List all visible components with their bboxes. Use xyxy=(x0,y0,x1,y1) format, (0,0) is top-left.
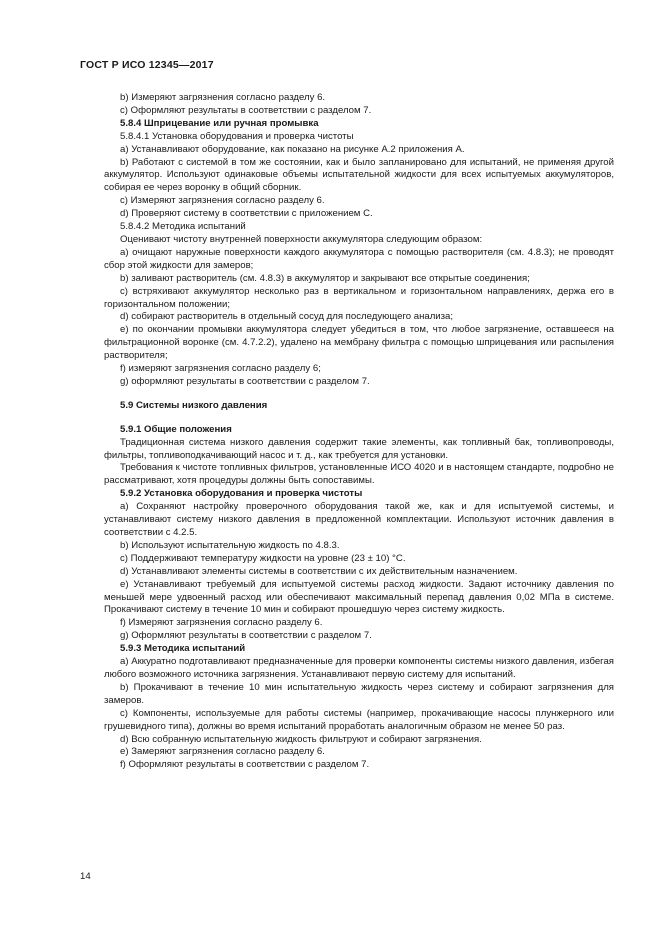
list-item: b) заливают растворитель (см. 4.8.3) в аккумулятор и закрывают все открытые соединения; xyxy=(120,272,530,284)
list-item: d) Проверяют систему в соответствии с приложением С. xyxy=(120,208,373,220)
section-heading: 5.8.4 Шприцевание или ручная промывка xyxy=(120,117,319,129)
list-item: e) по окончании промывки аккумулятора следует убедиться в том, что любое загрязнение, оставшееся на фильтрационной воронке (см. 4.7.2.2), удалено на мембрану фильтра с помощью шприцевания или распыления растворителя; xyxy=(104,324,614,362)
list-item: c) Компоненты, используемые для работы системы (например, прокачивающие насосы плунжерного или грушевидного типа), должны во время испытаний проработать аналогичным образом не менее 50 раз. xyxy=(104,707,614,732)
section-heading: 5.9 Системы низкого давления xyxy=(120,399,268,411)
list-item: g) Оформляют результаты в соответствии с разделом 7. xyxy=(120,630,372,642)
document-body xyxy=(104,92,614,772)
list-item: c) Измеряют загрязнения согласно разделу 6. xyxy=(120,195,325,207)
section-heading: 5.9.3 Методика испытаний xyxy=(120,643,246,655)
document-header: ГОСТ Р ИСО 12345—2017 xyxy=(80,59,214,71)
list-item: f) Оформляют результаты в соответствии с разделом 7. xyxy=(120,759,370,771)
list-item: g) оформляют результаты в соответствии с разделом 7. xyxy=(120,375,370,387)
body-paragraph: Оценивают чистоту внутренней поверхности аккумулятора следующим образом: xyxy=(120,233,483,245)
body-paragraph: Традиционная система низкого давления содержит такие элементы, как топливный бак, топливопроводы, фильтры, топливоподкачивающий насос и т. д., как требуется для установки. xyxy=(104,436,614,461)
section-heading: 5.9.1 Общие положения xyxy=(120,423,232,435)
list-item: b) Прокачивают в течение 10 мин испытательную жидкость через систему и собирают загрязнения для замеров. xyxy=(104,681,614,706)
list-item: a) Аккуратно подготавливают предназначенные для проверки компоненты системы низкого давления, избегая любого возможного источника загрязнения. Устанавливают первую систему для испытаний. xyxy=(104,656,614,680)
list-item: f) измеряют загрязнения согласно разделу 6; xyxy=(120,363,321,375)
list-item: c) Оформляют результаты в соответствии с разделом 7. xyxy=(120,104,372,116)
list-item: d) Всю собранную испытательную жидкость фильтруют и собирают загрязнения. xyxy=(120,733,482,745)
page-number: 14 xyxy=(80,871,91,882)
list-item: d) собирают растворитель в отдельный сосуд для последующего анализа; xyxy=(120,311,454,323)
list-item: a) Устанавливают оборудование, как показано на рисунке А.2 приложения А. xyxy=(120,143,465,155)
subsection-heading: 5.8.4.1 Установка оборудования и проверка чистоты xyxy=(120,130,354,142)
list-item: e) Устанавливают требуемый для испытуемой системы расход жидкости. Задают источнику давления по меньшей мере удвоенный расход или обеспечивают максимальный перепад давления 0,02 МПа в системе. Прокачивают систему в течение 10 мин и собирают прошедшую через систему жидкость. xyxy=(104,578,614,616)
list-item: c) встряхивают аккумулятор несколько раз в вертикальном и горизонтальном направлениях, держа его в горизонтальном положении; xyxy=(104,285,614,310)
list-item: a) Сохраняют настройку проверочного оборудования такой же, как и для испытуемой системы, и устанавливают систему низкого давления в предложенной комплектации. Используют источник давления в соответствии с 4.2.5. xyxy=(104,501,614,538)
list-item: f) Измеряют загрязнения согласно разделу 6. xyxy=(120,617,323,629)
section-heading: 5.9.2 Установка оборудования и проверка чистоты xyxy=(120,488,363,500)
body-paragraph: Требования к чистоте топливных фильтров, установленные ИСО 4020 и в настоящем стандарте, подробно не рассматривают, хотя процедуры должны быть сопоставимы. xyxy=(104,462,614,487)
list-item: b) Измеряют загрязнения согласно разделу 6. xyxy=(120,92,326,103)
list-item: c) Поддерживают температуру жидкости на уровне (23 ± 10) °С. xyxy=(120,552,406,564)
subsection-heading: 5.8.4.2 Методика испытаний xyxy=(120,221,246,233)
list-item: a) очищают наружные поверхности каждого аккумулятора с помощью растворителя (см. 4.8.3); не проводят сбор этой жидкости для замеров; xyxy=(104,246,614,271)
list-item: e) Замеряют загрязнения согласно разделу 6. xyxy=(120,746,325,758)
list-item: b) Используют испытательную жидкость по 4.8.3. xyxy=(120,539,340,551)
list-item: d) Устанавливают элементы системы в соответствии с их действительным назначением. xyxy=(120,565,518,577)
list-item: b) Работают с системой в том же состоянии, как и было запланировано для испытаний, не применяя другой аккумулятор. Используют одинаковые объемы испытательной жидкости для всех испытуемых аккумуляторов, собирая ее через воронку в общий сборник. xyxy=(104,156,614,194)
